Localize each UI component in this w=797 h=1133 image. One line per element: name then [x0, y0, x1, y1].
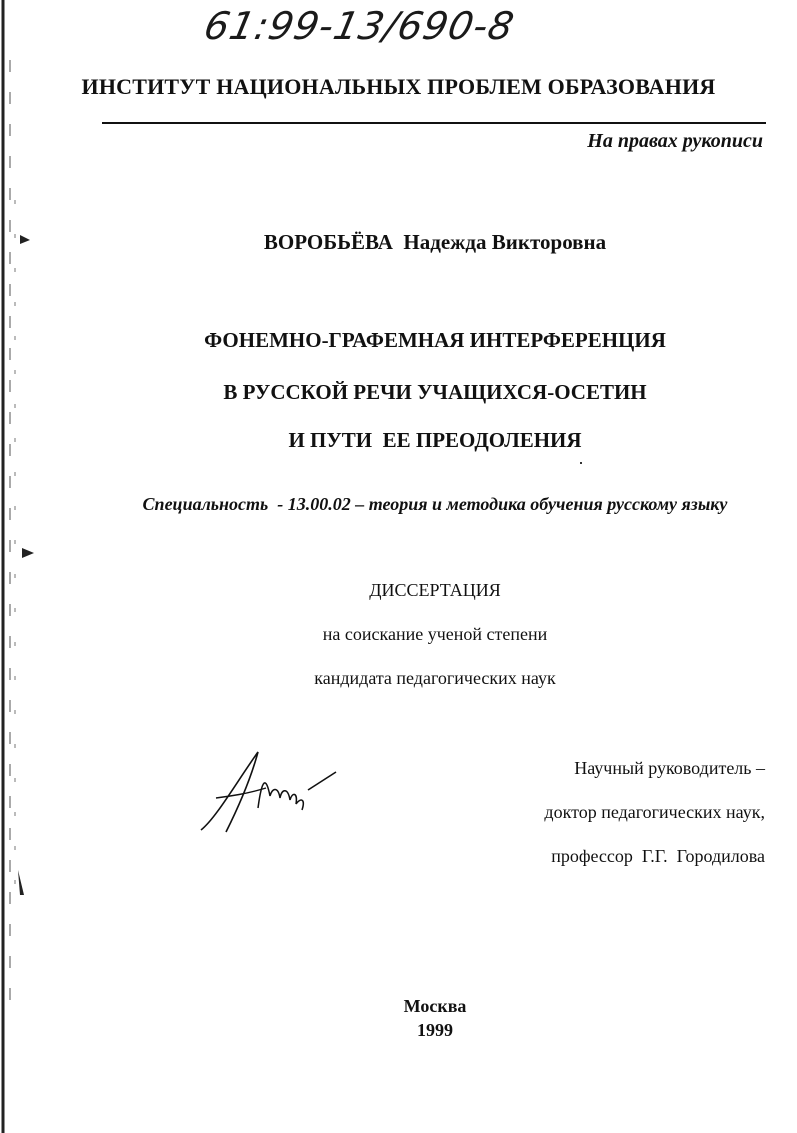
- title-line-1: ФОНЕМНО-ГРАФЕМНАЯ ИНТЕРФЕРЕНЦИЯ: [204, 328, 666, 352]
- degree-line-2: кандидата педагогических наук: [314, 668, 556, 688]
- author-given-names: Надежда Викторовна: [403, 230, 607, 254]
- author-surname: ВОРОБЬЁВА: [263, 230, 393, 254]
- scan-edge-artifact: [0, 0, 36, 1133]
- header-rule: [102, 122, 766, 124]
- title-line-2: В РУССКОЙ РЕЧИ УЧАЩИХСЯ-ОСЕТИН: [223, 380, 647, 404]
- title-line-3: И ПУТИ ЕЕ ПРЕОДОЛЕНИЯ: [288, 428, 582, 452]
- supervisor-line-3: профессор Г.Г. Городилова: [551, 846, 765, 866]
- archive-number: 61:99-13/690-8: [200, 4, 519, 48]
- year: 1999: [417, 1020, 453, 1040]
- scan-speck: [580, 462, 582, 464]
- supervisor-line-1: Научный руководитель –: [574, 758, 765, 778]
- author-name: [0, 230, 797, 255]
- city: Москва: [403, 996, 467, 1016]
- institute-name: ИНСТИТУТ НАЦИОНАЛЬНЫХ ПРОБЛЕМ ОБРАЗОВАНИЯ: [81, 74, 716, 99]
- signature: [196, 748, 346, 838]
- document-type: ДИССЕРТАЦИЯ: [369, 580, 501, 600]
- supervisor-line-2: доктор педагогических наук,: [544, 802, 765, 822]
- manuscript-note: На правах рукописи: [587, 130, 763, 152]
- degree-line-1: на соискание ученой степени: [322, 624, 548, 644]
- specialty: Специальность - 13.00.02 – теория и методика обучения русскому языку: [142, 494, 728, 514]
